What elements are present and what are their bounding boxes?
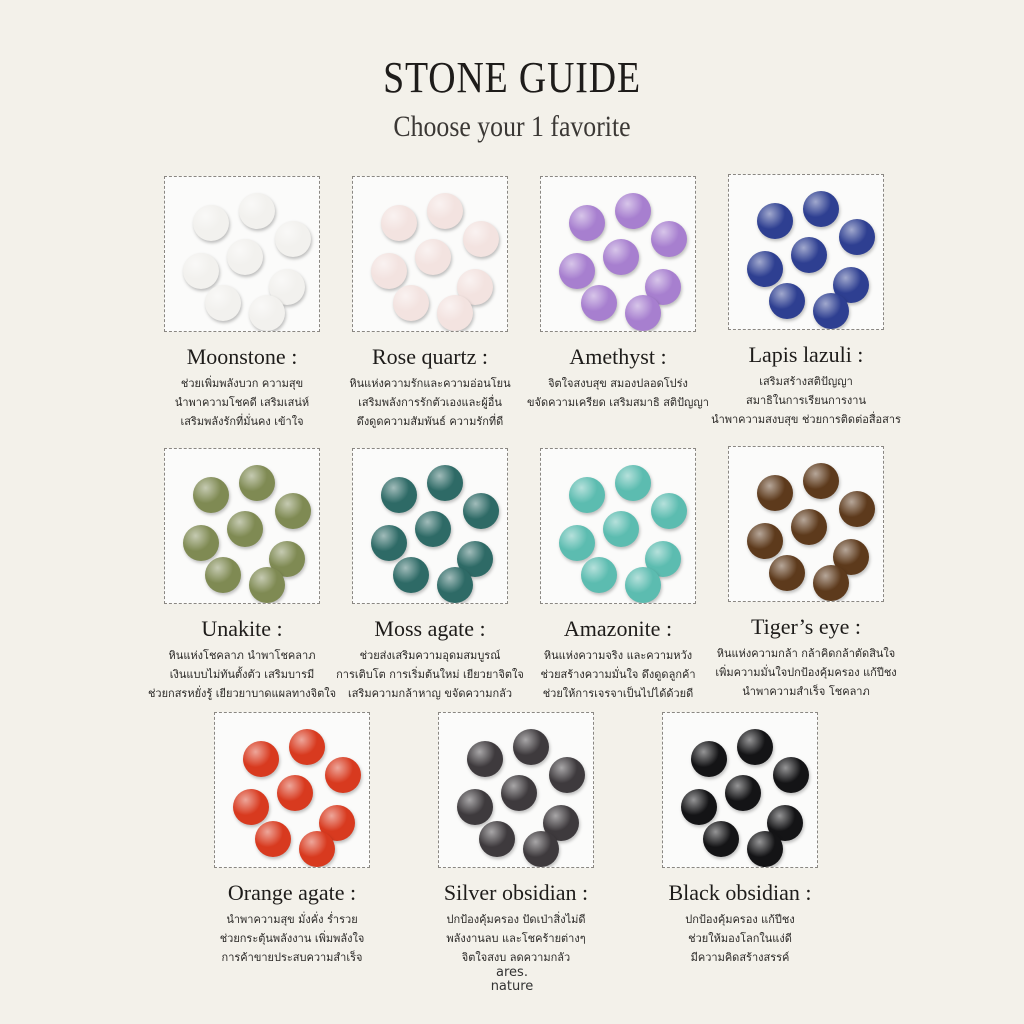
gemstone [275, 221, 311, 257]
lapis-lazuli-photo [728, 174, 884, 330]
gemstone [183, 253, 219, 289]
stone-description: ปกป้องคุ้มครอง ปัดเป่าสิ่งไม่ดี พลังงานลบ และโชคร้ายต่างๆ จิตใจสงบ ลดความกลัว [446, 913, 586, 964]
gemstone [581, 557, 617, 593]
gemstone [479, 821, 515, 857]
gemstone [463, 493, 499, 529]
gemstone [255, 821, 291, 857]
gemstone [249, 295, 285, 331]
stone-name: Black obsidian : [668, 880, 812, 905]
gemstone [393, 285, 429, 321]
gemstone [559, 525, 595, 561]
gemstone [415, 511, 451, 547]
stone-card-black-obsidian [640, 712, 840, 967]
gemstone [747, 831, 783, 867]
gemstone [523, 831, 559, 867]
gemstone [381, 477, 417, 513]
gemstone [437, 295, 473, 331]
gemstone [457, 789, 493, 825]
gemstone [839, 491, 875, 527]
stone-card-tigers-eye [706, 446, 906, 701]
stone-name: Silver obsidian : [443, 880, 589, 905]
gemstone [569, 477, 605, 513]
stone-name: Amazonite : [563, 616, 673, 641]
gemstone [193, 477, 229, 513]
gemstone [227, 511, 263, 547]
gemstone [325, 757, 361, 793]
stone-name: Moss agate : [374, 616, 486, 641]
gemstone [275, 493, 311, 529]
gemstone [703, 821, 739, 857]
gemstone [813, 293, 849, 329]
gemstone [603, 239, 639, 275]
gemstone [691, 741, 727, 777]
gemstone [625, 295, 661, 331]
moss-agate-photo [352, 448, 508, 604]
gemstone [747, 523, 783, 559]
amethyst-photo [540, 176, 696, 332]
black-obsidian-photo [662, 712, 818, 868]
gemstone [757, 475, 793, 511]
gemstone [371, 253, 407, 289]
orange-agate-photo [214, 712, 370, 868]
stone-description: หินแห่งความจริง และความหวัง ช่วยสร้างความมั่นใจ ดึงดูดลูกค้า ช่วยให้การเจรจาเป็นไปได้ด้วยดี [540, 649, 696, 700]
gemstone [393, 557, 429, 593]
stone-description: หินแห่งความรักและความอ่อนโยน เสริมพลังการรักตัวเองและผู้อื่น ดึงดูดความสัมพันธ์ ความรักที่ดี [349, 377, 511, 428]
gemstone [427, 193, 463, 229]
gemstone [463, 221, 499, 257]
gemstone [205, 557, 241, 593]
gemstone [791, 509, 827, 545]
brand-logo: ares. nature [490, 965, 534, 994]
stone-name: Lapis lazuli : [748, 342, 864, 367]
gemstone [513, 729, 549, 765]
gemstone [371, 525, 407, 561]
stone-card-moss-agate [330, 448, 530, 703]
gemstone [467, 741, 503, 777]
gemstone [233, 789, 269, 825]
stone-name: Moonstone : [186, 344, 298, 369]
gemstone [839, 219, 875, 255]
rose-quartz-photo [352, 176, 508, 332]
gemstone [651, 493, 687, 529]
gemstone [681, 789, 717, 825]
gemstone [243, 741, 279, 777]
stone-card-lapis-lazuli [706, 174, 906, 429]
gemstone [205, 285, 241, 321]
gemstone [625, 567, 661, 603]
gemstone [249, 567, 285, 603]
gemstone [415, 239, 451, 275]
gemstone [725, 775, 761, 811]
gemstone [581, 285, 617, 321]
gemstone [737, 729, 773, 765]
stone-description: เสริมสร้างสติปัญญา สมาธิในการเรียนการงาน นำพาความสงบสุข ช่วยการติดต่อสื่อสาร [711, 375, 901, 426]
amazonite-photo [540, 448, 696, 604]
gemstone [289, 729, 325, 765]
stone-description: ช่วยเพิ่มพลังบวก ความสุข นำพาความโชคดี เสริมเสน่ห์ เสริมพลังรักที่มั่นคง เข้าใจ [174, 377, 310, 428]
gemstone [569, 205, 605, 241]
gemstone [193, 205, 229, 241]
gemstone [791, 237, 827, 273]
gemstone [427, 465, 463, 501]
stone-name: Orange agate : [227, 880, 357, 905]
gemstone [803, 463, 839, 499]
gemstone [757, 203, 793, 239]
stone-description: หินแห่งความกล้า กล้าคิดกล้าตัดสินใจ เพิ่มความมั่นใจปกป้องคุ้มครอง แก้ปีชง นำพาความสำเร็จ โชคลาภ [715, 647, 897, 698]
stone-description: หินแห่งโชคลาภ นำพาโชคลาภ เงินแบบไม่ทันตั้งตัว เสริมบารมี ช่วยกสรหยั่งรู้ เยียวยาบาดแผลทางจิตใจ [147, 649, 337, 700]
gemstone [773, 757, 809, 793]
stone-description: จิตใจสงบสุข สมองปลอดโปร่ง ขจัดความเครียด เสริมสมาธิ สติปัญญา [527, 377, 709, 409]
stone-name: Unakite : [201, 616, 283, 641]
gemstone [803, 191, 839, 227]
gemstone [277, 775, 313, 811]
gemstone [227, 239, 263, 275]
gemstone [381, 205, 417, 241]
gemstone [813, 565, 849, 601]
stone-card-orange-agate [192, 712, 392, 967]
stone-name: Rose quartz : [371, 344, 489, 369]
gemstone [299, 831, 335, 867]
gemstone [239, 193, 275, 229]
gemstone [559, 253, 595, 289]
page-title: STONE GUIDE [383, 53, 641, 102]
stone-card-silver-obsidian [416, 712, 616, 967]
stone-name: Amethyst : [569, 344, 667, 369]
gemstone [501, 775, 537, 811]
stone-description: นำพาความสุข มั่งคั่ง ร่ำรวย ช่วยกระตุ้นพลังงาน เพิ่มพลังใจ การค้าขายประสบความสำเร็จ [219, 913, 365, 964]
gemstone [651, 221, 687, 257]
stone-description: ปกป้องคุ้มครอง แก้ปีชง ช่วยให้มองโลกในแง่ดี มีความคิดสร้างสรรค์ [685, 913, 795, 964]
gemstone [437, 567, 473, 603]
gemstone [239, 465, 275, 501]
stone-card-amazonite [518, 448, 718, 703]
tigers-eye-photo [728, 446, 884, 602]
moonstone-photo [164, 176, 320, 332]
gemstone [615, 465, 651, 501]
stone-name: Tiger’s eye : [751, 614, 861, 639]
page-subtitle: Choose your 1 favorite [393, 110, 631, 143]
silver-obsidian-photo [438, 712, 594, 868]
gemstone [183, 525, 219, 561]
gemstone [747, 251, 783, 287]
gemstone [603, 511, 639, 547]
gemstone [615, 193, 651, 229]
gemstone [769, 283, 805, 319]
stone-card-amethyst [518, 176, 718, 412]
gemstone [549, 757, 585, 793]
stone-description: ช่วยส่งเสริมความอุดมสมบูรณ์ การเติบโต การเริ่มต้นใหม่ เยียวยาจิตใจ เสริมความกล้าหาญ ขจัดความกลัว [336, 649, 524, 700]
stone-card-unakite [142, 448, 342, 703]
stone-card-rose-quartz [330, 176, 530, 431]
gemstone [769, 555, 805, 591]
unakite-photo [164, 448, 320, 604]
stone-card-moonstone [142, 176, 342, 431]
